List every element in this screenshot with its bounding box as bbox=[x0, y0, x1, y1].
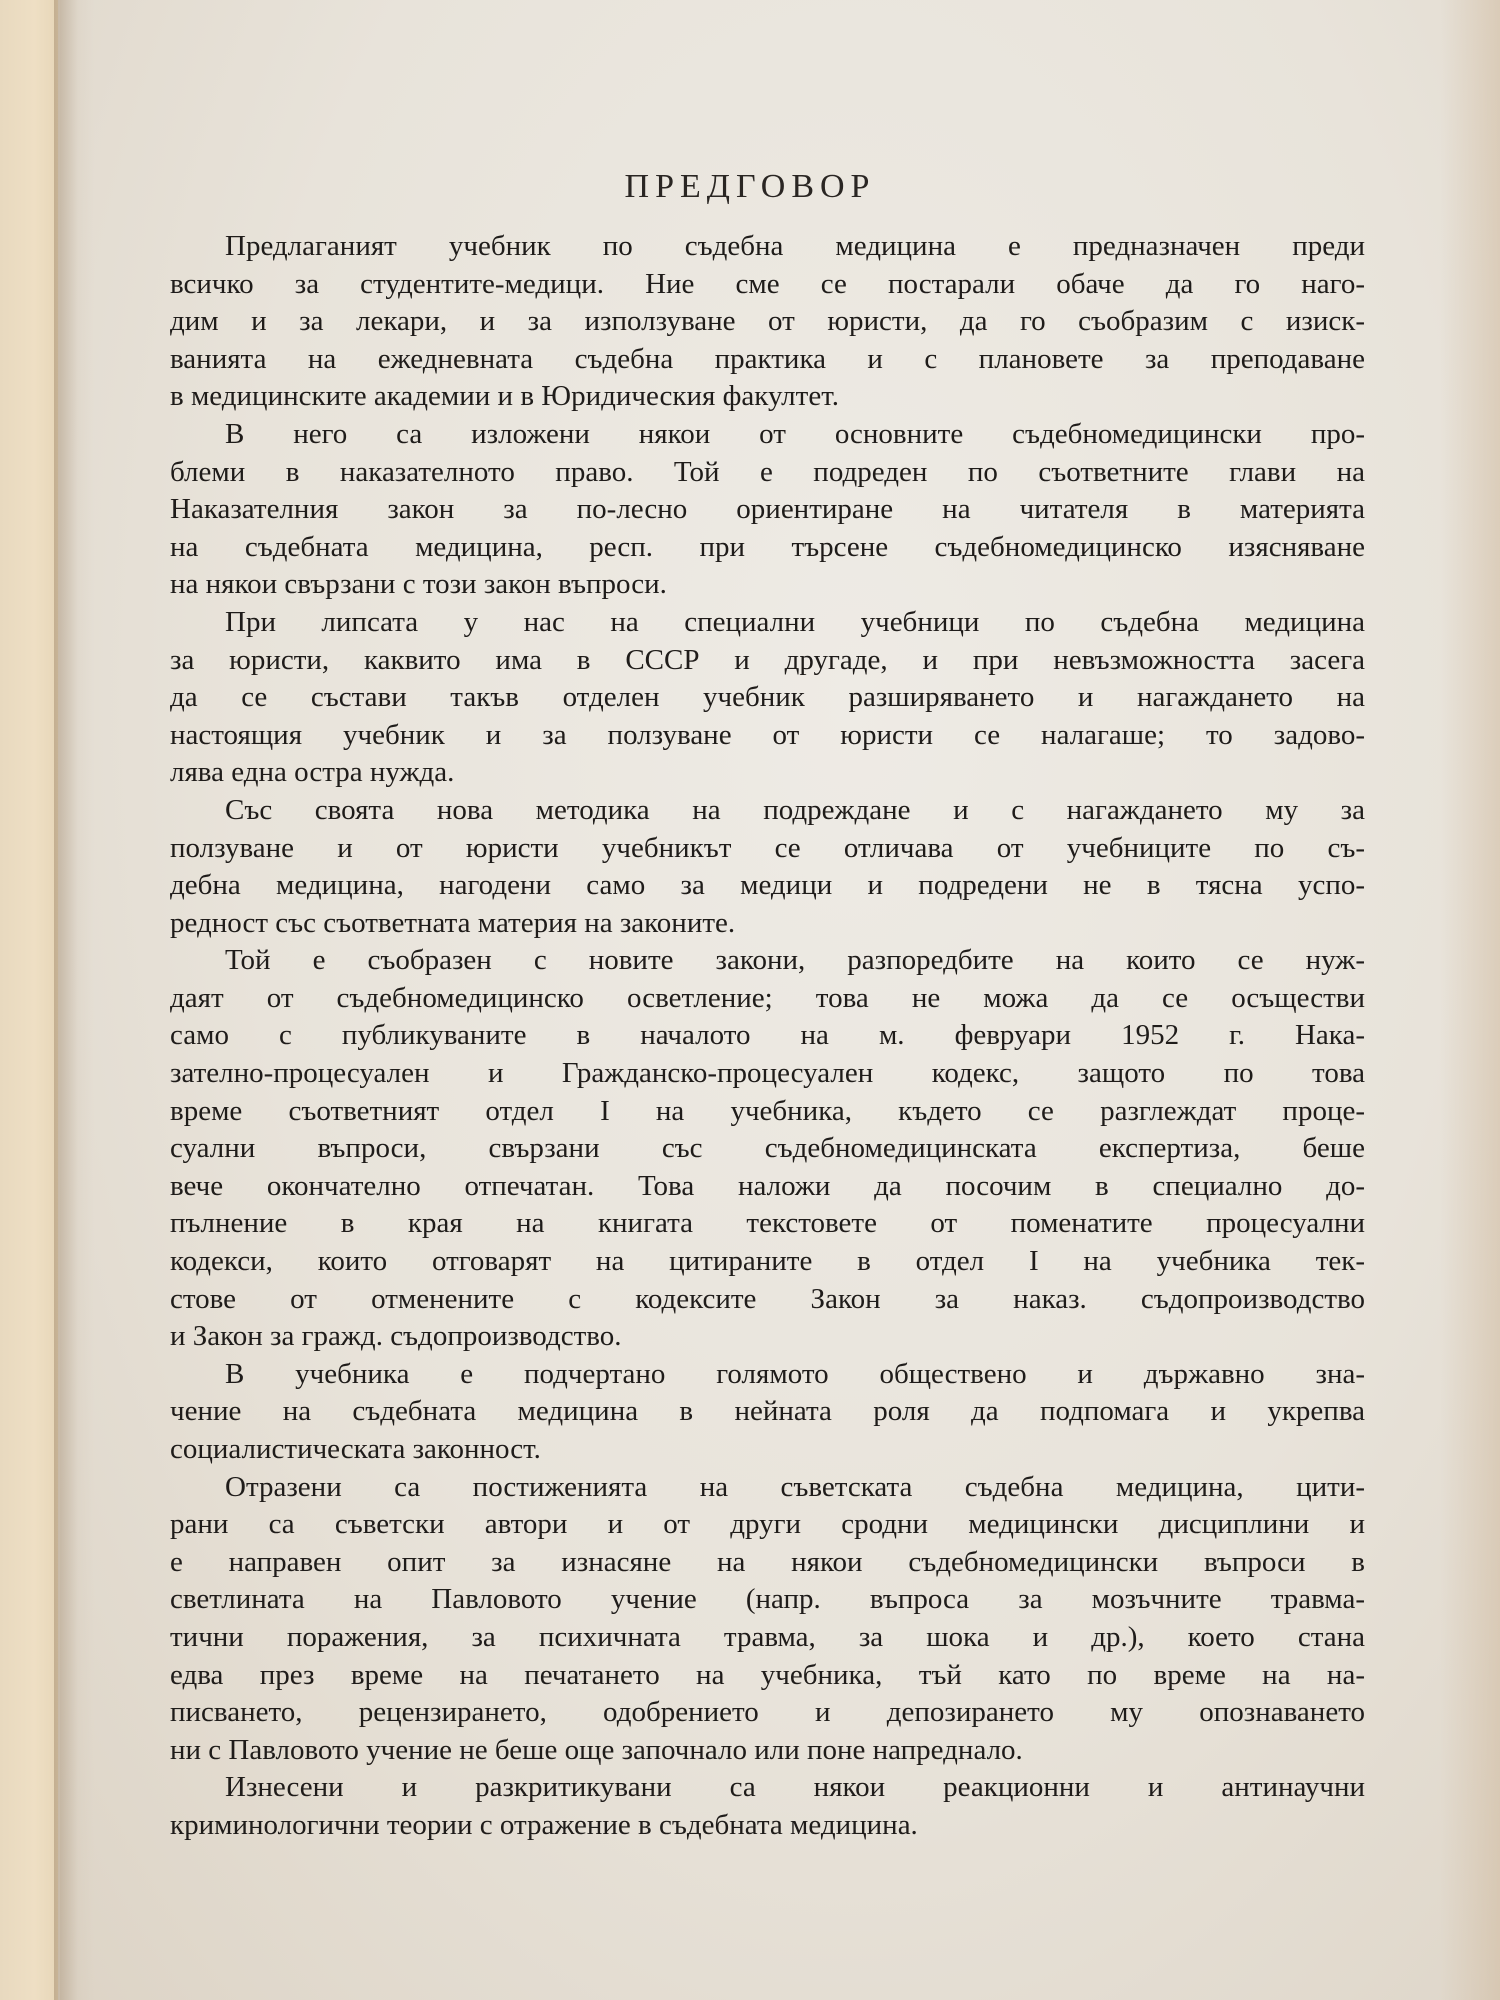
text-line: за юристи, каквито има в СССР и другаде, и при невъзможността засега bbox=[170, 643, 1365, 676]
text-line: стове от отменените с кодексите Закон за наказ. съдопроизводство bbox=[170, 1282, 1365, 1315]
text-line: рани са съветски автори и от други сродни медицински дисциплини и bbox=[170, 1508, 1365, 1541]
text-line: лява една остра нужда. bbox=[170, 756, 455, 789]
text-line: редност със съответната материя на законите. bbox=[170, 906, 736, 939]
text-line: дим и за лекари, и за използуване от юристи, да го съобразим с изиск- bbox=[170, 305, 1365, 338]
text-line: само с публикуваните в началото на м. февруари 1952 г. Нака- bbox=[170, 1019, 1365, 1052]
text-line: тични поражения, за психичната травма, за шока и др.), което стана bbox=[170, 1620, 1365, 1653]
text-line: ползуване и от юристи учебникът се отличава от учебниците по съ- bbox=[170, 831, 1365, 864]
text-line: на съдебната медицина, респ. при търсене съдебномедицинско изясняване bbox=[170, 530, 1365, 563]
page-right-edge bbox=[1440, 0, 1500, 2000]
text-line: светлината на Павловото учение (напр. въпроса за мозъчните травма- bbox=[170, 1583, 1365, 1616]
text-line: ванията на ежедневната съдебна практика и с плановете за преподаване bbox=[170, 342, 1365, 375]
text-line: всичко за студентите-медици. Ние сме се постарали обаче да го наго- bbox=[170, 267, 1365, 300]
text-line: настоящия учебник и за ползуване от юристи се налагаше; то задово- bbox=[170, 718, 1365, 751]
text-line: Отразени са постиженията на съветската съдебна медицина, цити- bbox=[225, 1470, 1365, 1503]
text-line: В учебника е подчертано голямото обществено и държавно зна- bbox=[225, 1357, 1365, 1390]
book-gutter bbox=[54, 0, 94, 2000]
text-line: При липсата у нас на специални учебници по съдебна медицина bbox=[225, 605, 1365, 638]
text-line: зателно-процесуален и Гражданско-процесуален кодекс, защото по това bbox=[170, 1057, 1365, 1090]
text-line: Изнесени и разкритикувани са някои реакционни и антинаучни bbox=[225, 1771, 1365, 1804]
text-line: кодекси, които отговарят на цитираните в отдел I на учебника тек- bbox=[170, 1245, 1365, 1278]
adjacent-page-edge bbox=[0, 0, 58, 2000]
text-line: вече окончателно отпечатан. Това наложи да посочим в специално до- bbox=[170, 1169, 1365, 1202]
text-line: Той е съобразен с новите закони, разпоредбите на които се нуж- bbox=[225, 944, 1365, 977]
text-line: криминологични теории с отражение в съдебната медицина. bbox=[170, 1808, 918, 1841]
text-line: ни с Павловото учение не беше още започнало или поне напреднало. bbox=[170, 1733, 1023, 1766]
text-line: Наказателния закон за по-лесно ориентиране на читателя в материята bbox=[170, 493, 1365, 526]
text-line: пълнение в края на книгата текстовете от поменатите процесуални bbox=[170, 1207, 1365, 1240]
text-line: е направен опит за изнасяне на някои съдебномедицински въпроси в bbox=[170, 1545, 1365, 1578]
text-line: на някои свързани с този закон въпроси. bbox=[170, 568, 667, 601]
text-line: едва през време на печатането на учебника, тъй като по време на на- bbox=[170, 1658, 1365, 1691]
page-title: ПРЕДГОВОР bbox=[624, 168, 876, 205]
text-line: дебна медицина, нагодени само за медици и подредени не в тясна успо- bbox=[170, 869, 1365, 902]
text-line: да се състави такъв отделен учебник разширяването и нагаждането на bbox=[170, 681, 1365, 714]
text-line: В него са изложени някои от основните съдебномедицински про- bbox=[225, 417, 1365, 450]
text-line: и Закон за гражд. съдопроизводство. bbox=[170, 1320, 622, 1353]
text-line: Със своята нова методика на подреждане и с нагаждането му за bbox=[225, 793, 1365, 826]
text-line: блеми в наказателното право. Той е подреден по съответните глави на bbox=[170, 455, 1365, 488]
text-line: време съответният отдел I на учебника, където се разглеждат проце- bbox=[170, 1094, 1365, 1127]
text-line: Предлаганият учебник по съдебна медицина е предназначен преди bbox=[225, 230, 1365, 262]
text-line: суални въпроси, свързани със съдебномедицинската експертиза, беше bbox=[170, 1132, 1365, 1165]
text-line: писването, рецензирането, одобрението и депозирането му опознаването bbox=[170, 1696, 1365, 1729]
text-line: даят от съдебномедицинско осветление; това не можа да се осъществи bbox=[170, 981, 1365, 1014]
text-line: в медицинските академии и в Юридическия факултет. bbox=[170, 380, 839, 413]
text-line: чение на съдебната медицина в нейната роля да подпомага и укрепва bbox=[170, 1395, 1365, 1428]
preface-body bbox=[170, 228, 1365, 1845]
text-line: социалистическата законност. bbox=[170, 1433, 541, 1465]
